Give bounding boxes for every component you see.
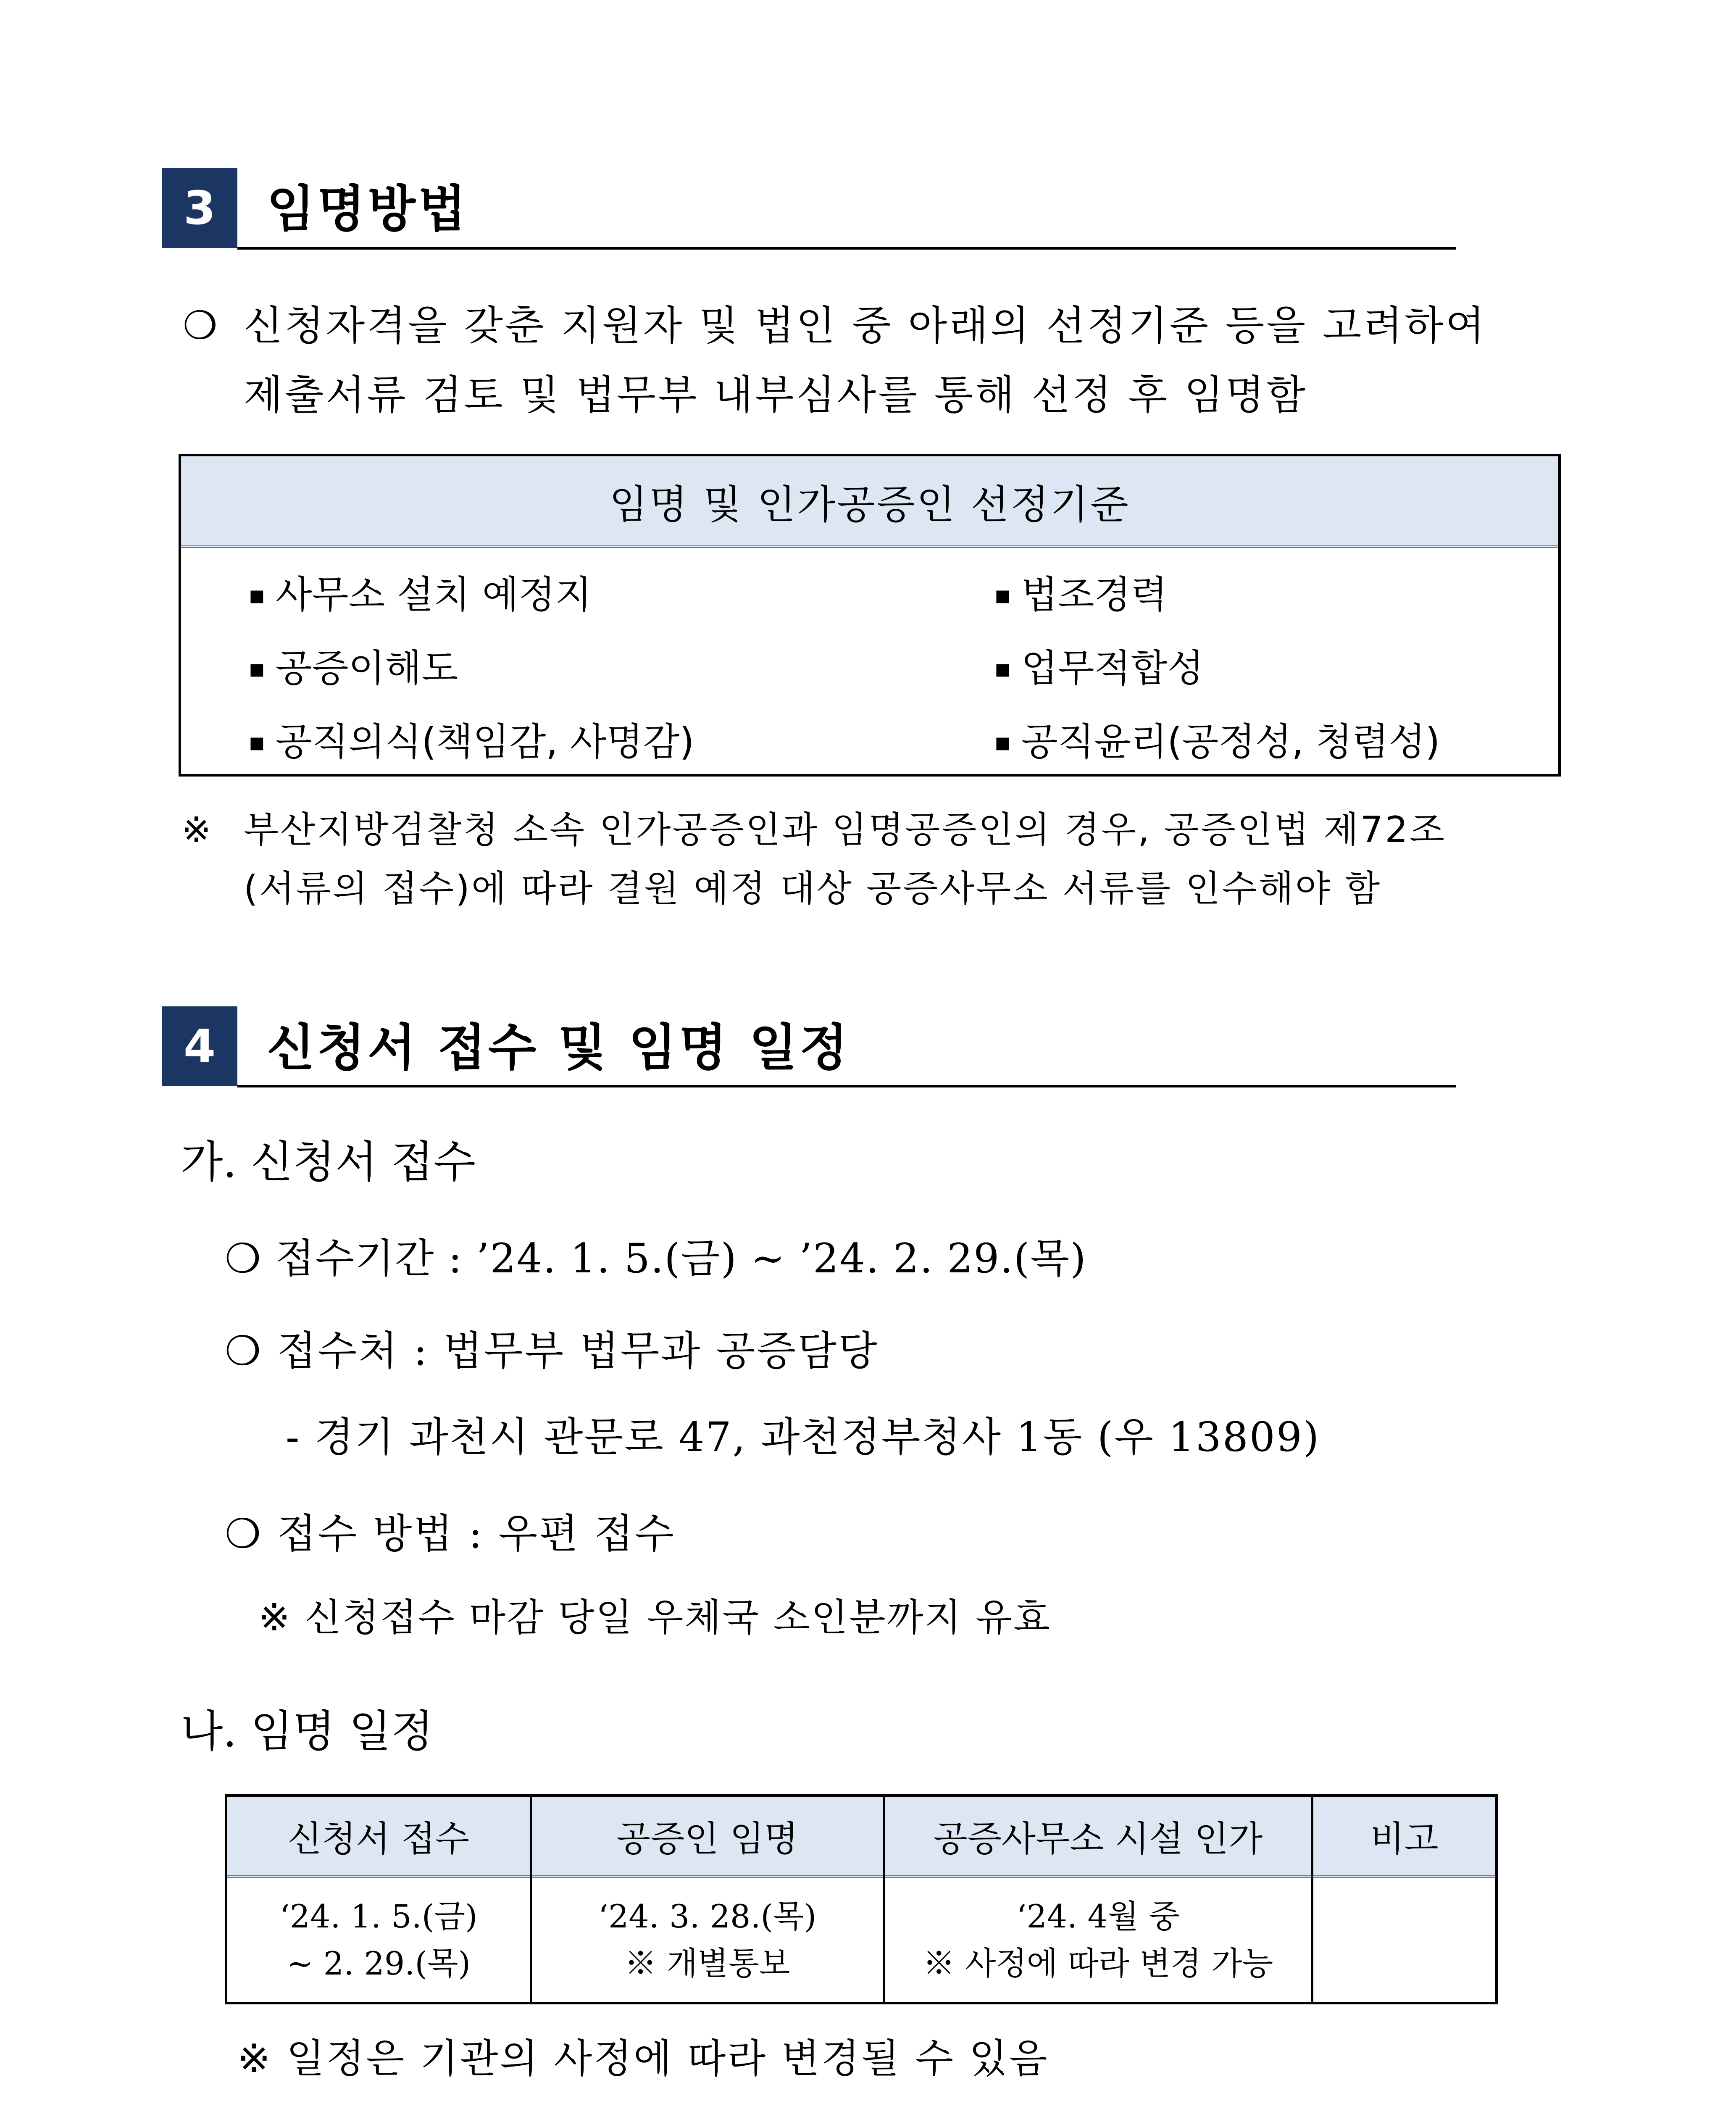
section-4-number: 4 — [162, 1006, 237, 1086]
application-method: ❍ 접수 방법 : 우편 접수 — [225, 1510, 676, 1557]
criteria-item: ▪ 공증이해도 — [248, 646, 458, 690]
section-3-bullet: ❍ — [183, 303, 218, 348]
criteria-item: ▪ 법조경력 — [994, 573, 1168, 617]
section-4-underline — [237, 1085, 1456, 1087]
section-4-title: 신청서 접수 및 임명 일정 — [267, 1019, 850, 1077]
schedule-change-note: ※ 일정은 기관의 사정에 따라 변경될 수 있음 — [237, 2036, 1049, 2082]
application-office: ❍ 접수처 : 법무부 법무과 공증담당 — [225, 1327, 879, 1374]
section-3-underline — [237, 247, 1456, 250]
schedule-cell: ‘24. 1. 5.(금) ~ 2. 29.(목) — [279, 1898, 478, 1982]
subsection-b-title: 나. 임명 일정 — [181, 1706, 434, 1757]
subsection-a-title: 가. 신청서 접수 — [181, 1136, 476, 1187]
section-3-title: 임명방법 — [267, 180, 468, 238]
section-3-desc-line-1: 신청자격을 갖춘 지원자 및 법인 중 아래의 선정기준 등을 고려하여 — [244, 302, 1487, 349]
schedule-header-cell: 비고 — [1370, 1818, 1439, 1859]
criteria-item: ▪ 공직윤리(공정성, 청렴성) — [994, 720, 1440, 764]
criteria-item: ▪ 업무적합성 — [994, 646, 1204, 690]
section-3-note-line-2: (서류의 접수)에 따라 결원 예정 대상 공증사무소 서류를 인수해야 함 — [244, 868, 1382, 910]
postmark-note: ※ 신청접수 마감 당일 우체국 소인분까지 유효 — [258, 1595, 1051, 1640]
section-3-desc-line-2: 제출서류 검토 및 법무부 내부심사를 통해 선정 후 임명함 — [244, 371, 1308, 419]
schedule-header-cell: 공증사무소 시설 인가 — [933, 1818, 1263, 1859]
criteria-item: ▪ 공직의식(책임감, 사명감) — [248, 720, 694, 764]
criteria-title: 임명 및 인가공증인 선정기준 — [181, 456, 1558, 548]
schedule-cell: ‘24. 3. 28.(목) ※ 개별통보 — [598, 1898, 817, 1982]
office-address: - 경기 과천시 관문로 47, 과천정부청사 1동 (우 13809) — [286, 1414, 1320, 1461]
section-3-note-line-1: 부산지방검찰청 소속 인가공증인과 임명공증인의 경우, 공증인법 제72조 — [244, 809, 1446, 851]
schedule-table — [225, 1794, 1498, 2004]
schedule-cell: ‘24. 4월 중 ※ 사정에 따라 변경 가능 — [923, 1898, 1273, 1982]
application-period: ❍ 접수기간 : ’24. 1. 5.(금) ~ ’24. 2. 29.(목) — [225, 1235, 1087, 1282]
schedule-header-cell: 공증인 임명 — [616, 1818, 798, 1859]
section-3-note-symbol: ※ — [181, 809, 211, 850]
criteria-box — [179, 454, 1561, 777]
schedule-cell — [1313, 1878, 1495, 2002]
schedule-header-cell: 신청서 접수 — [287, 1818, 470, 1859]
section-3-number: 3 — [162, 168, 237, 248]
criteria-item: ▪ 사무소 설치 예정지 — [248, 573, 592, 617]
